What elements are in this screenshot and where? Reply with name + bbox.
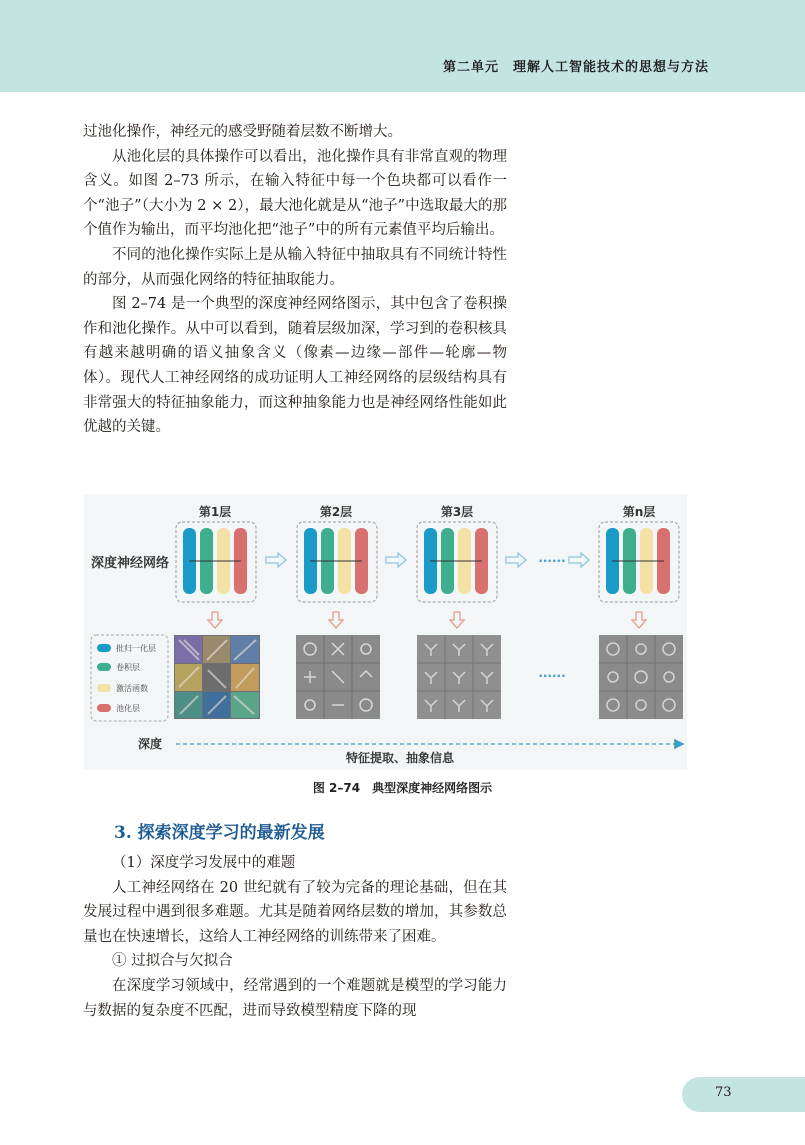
paragraph: 不同的池化操作实际上是从输入特征中抽取具有不同统计特性的部分，从而强化网络的特征抽取能力。 [83, 246, 507, 288]
depth-label: 深度 [138, 737, 163, 751]
subheading: ① 过拟合与欠拟合 [112, 953, 233, 970]
page-number: 73 [715, 1085, 732, 1100]
running-header-title: 第二单元 理解人工智能技术的思想与方法 [442, 60, 709, 75]
legend-label: 激活函数 [116, 684, 148, 693]
ellipsis: ······ [538, 554, 566, 568]
row-label: 深度神经网络 [91, 556, 170, 571]
feature-map-image [174, 635, 260, 719]
body-text-bottom [83, 851, 507, 1023]
section-heading: 3. 探索深度学习的最新发展 [114, 823, 325, 843]
layer-label-3: 第3层 [440, 505, 474, 519]
legend [91, 635, 168, 721]
page-number-tab [682, 1077, 805, 1112]
paragraph: 在深度学习领域中，经常遇到的一个难题就是模型的学习能力与数据的复杂度不匹配，进而导致模型精度下降的现 [83, 977, 507, 1019]
paragraph: 从池化层的具体操作可以看出，池化操作具有非常直观的物理含义。如图 2–73 所示，在输入特征中每一个色块都可以看作一个“池子”（大小为 2 × 2），最大池化就是从“池子”中选取最大的那个值作为输出，而平均池化把“池子”中的所有元素值平均后输出。 [83, 148, 507, 239]
figure-caption: 图 2–74 典型深度神经网络图示 [312, 781, 493, 795]
paragraph: 人工神经网络在 20 世纪就有了较为完备的理论基础，但在其发展过程中遇到很多难题。尤其是随着网络层数的增加，其参数总量也在快速增长，这给人工神经网络的训练带来了困难。 [83, 879, 507, 945]
paragraph: 图 2–74 是一个典型的深度神经网络图示，其中包含了卷积操作和池化操作。从中可以看到，随着层级加深，学习到的卷积核具有越来越明确的语义抽象含义（像素—边缘—部件—轮廓—物体）。现代人工神经网络的成功证明人工神经网络的层级结构具有非常强大的特征抽象能力，而这种抽象能力也是神经网络性能如此优越的关键。 [83, 296, 507, 436]
legend-label: 池化层 [116, 704, 140, 713]
layer-block [417, 522, 497, 602]
feature-map-image [417, 635, 501, 719]
depth-arrow-label: 特征提取、抽象信息 [345, 751, 455, 765]
figure-deep-network [84, 494, 687, 770]
legend-label: 批归一化层 [116, 644, 156, 653]
layer-block [297, 522, 377, 602]
paragraph: 过池化操作，神经元的感受野随着层数不断增大。 [83, 124, 402, 140]
ellipsis: ······ [538, 669, 566, 683]
page-header [0, 0, 805, 92]
body-text-top [83, 120, 507, 440]
subheading: （1）深度学习发展中的难题 [112, 855, 296, 871]
feature-map-image [296, 635, 380, 719]
down-arrow-icon [208, 612, 646, 628]
layer-block [176, 522, 256, 602]
layer-label-n: 第n层 [622, 505, 656, 519]
layer-label-1: 第1层 [198, 505, 232, 519]
legend-label: 卷积层 [116, 663, 140, 672]
layer-label-2: 第2层 [319, 505, 353, 519]
layer-block [599, 522, 679, 602]
feature-map-image [599, 635, 683, 719]
